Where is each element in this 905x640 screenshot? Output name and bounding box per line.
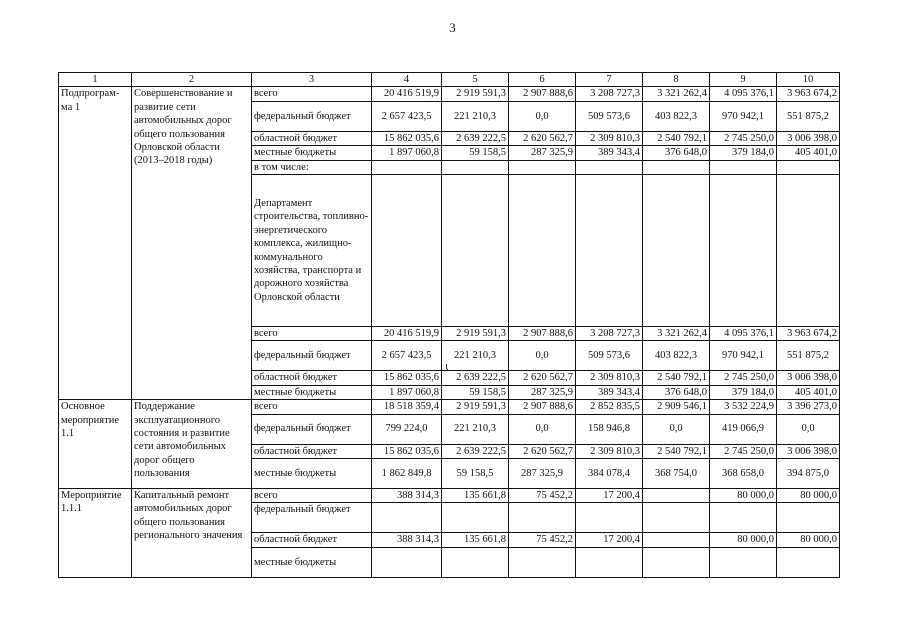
table-row <box>59 87 840 101</box>
value-cell: 3 006 398,0 <box>777 444 840 458</box>
program-title-cell: Капитальный ремонт автомобильных дорог общего пользования регионального значения <box>132 489 252 578</box>
value-cell <box>442 160 509 174</box>
value-cell: 3 006 398,0 <box>777 371 840 385</box>
value-cell <box>643 533 710 547</box>
value-cell <box>576 503 643 533</box>
funding-source-cell: областной бюджет <box>252 131 372 145</box>
value-cell: 3 321 262,4 <box>643 327 710 341</box>
header-cell: 5 <box>442 73 509 87</box>
value-cell: 75 452,2 <box>509 533 576 547</box>
value-cell: 80 000,0 <box>710 489 777 503</box>
value-cell <box>442 547 509 577</box>
value-cell: 0,0 <box>643 414 710 444</box>
value-cell: 15 862 035,6 <box>372 371 442 385</box>
value-cell: 389 343,4 <box>576 146 643 160</box>
funding-source-cell: в том числе: <box>252 160 372 174</box>
value-cell <box>710 175 777 327</box>
value-cell <box>509 160 576 174</box>
header-row <box>59 73 840 87</box>
value-cell: 158 946,8 <box>576 414 643 444</box>
value-cell: 389 343,4 <box>576 385 643 399</box>
value-cell: 2 309 810,3 <box>576 131 643 145</box>
value-cell: 1 862 849,8 <box>372 459 442 489</box>
value-cell: 2 620 562,7 <box>509 444 576 458</box>
header-cell: 3 <box>252 73 372 87</box>
value-cell: 2 309 810,3 <box>576 444 643 458</box>
funding-source-cell: местные бюджеты <box>252 385 372 399</box>
value-cell: 551 875,2 <box>777 341 840 371</box>
value-cell: 368 658,0 <box>710 459 777 489</box>
value-cell: 403 822,3 <box>643 101 710 131</box>
value-cell: 1 897 060,8 <box>372 385 442 399</box>
value-cell: 15 862 035,6 <box>372 131 442 145</box>
funding-source-cell: федеральный бюджет <box>252 503 372 533</box>
value-cell: 4 095 376,1 <box>710 87 777 101</box>
value-cell <box>777 160 840 174</box>
value-cell: 394 875,0 <box>777 459 840 489</box>
value-cell: 2 657 423,5 <box>372 341 442 371</box>
program-code-cell: Подпрограм-ма 1 <box>59 87 132 400</box>
value-cell: 0,0 <box>509 341 576 371</box>
value-cell: 1 897 060,8 <box>372 146 442 160</box>
funding-source-cell: областной бюджет <box>252 533 372 547</box>
program-title-cell: Совершенствование и развитие сети автомобильных дорог общего пользования Орловской области (2013–2018 годы) <box>132 87 252 400</box>
funding-source-cell: федеральный бюджет <box>252 341 372 371</box>
value-cell: 17 200,4 <box>576 489 643 503</box>
value-cell: 59 158,5 <box>442 459 509 489</box>
value-cell: 509 573,6 <box>576 341 643 371</box>
value-cell: 15 862 035,6 <box>372 444 442 458</box>
value-cell: 287 325,9 <box>509 459 576 489</box>
value-cell <box>372 175 442 327</box>
value-cell <box>643 547 710 577</box>
value-cell <box>442 503 509 533</box>
value-cell: 2 540 792,1 <box>643 444 710 458</box>
value-cell: 221 210,3 <box>442 414 509 444</box>
funding-source-cell: Департамент строительства, топливно-энергетического комплекса, жилищно-коммунального хозяйства, транспорта и дорожного хозяйства Орловской области <box>252 175 372 327</box>
value-cell <box>710 160 777 174</box>
value-cell: 20 416 519,9 <box>372 87 442 101</box>
value-cell: 59 158,5 <box>442 146 509 160</box>
value-cell: 3 963 674,2 <box>777 327 840 341</box>
header-cell: 2 <box>132 73 252 87</box>
value-cell: 2 540 792,1 <box>643 371 710 385</box>
value-cell: 287 325,9 <box>509 385 576 399</box>
funding-source-cell: всего <box>252 489 372 503</box>
value-cell <box>509 175 576 327</box>
value-cell: 80 000,0 <box>777 533 840 547</box>
program-title-cell: Поддержание эксплуатационного состояния и развитие сети автомобильных дорог общего пользования <box>132 400 252 489</box>
value-cell <box>576 547 643 577</box>
value-cell <box>643 503 710 533</box>
value-cell: 799 224,0 <box>372 414 442 444</box>
funding-source-cell: местные бюджеты <box>252 547 372 577</box>
value-cell: 3 321 262,4 <box>643 87 710 101</box>
value-cell: 3 532 224,9 <box>710 400 777 414</box>
header-cell: 7 <box>576 73 643 87</box>
funding-source-cell: областной бюджет <box>252 444 372 458</box>
program-code-cell: Мероприятие 1.1.1 <box>59 489 132 578</box>
value-cell <box>509 503 576 533</box>
value-cell: 80 000,0 <box>710 533 777 547</box>
funding-source-cell: федеральный бюджет <box>252 414 372 444</box>
funding-source-cell: федеральный бюджет <box>252 101 372 131</box>
funding-source-cell: всего <box>252 327 372 341</box>
value-cell: 75 452,2 <box>509 489 576 503</box>
funding-source-cell: областной бюджет <box>252 371 372 385</box>
header-cell: 1 <box>59 73 132 87</box>
header-cell: 8 <box>643 73 710 87</box>
value-cell: 2 620 562,7 <box>509 371 576 385</box>
value-cell: 2 620 562,7 <box>509 131 576 145</box>
value-cell: 2 745 250,0 <box>710 444 777 458</box>
value-cell: 2 919 591,3 <box>442 400 509 414</box>
value-cell <box>710 503 777 533</box>
value-cell: 3 396 273,0 <box>777 400 840 414</box>
value-cell <box>777 547 840 577</box>
table-row <box>59 400 840 414</box>
value-cell <box>777 175 840 327</box>
value-cell: 379 184,0 <box>710 146 777 160</box>
value-cell: 0,0 <box>777 414 840 444</box>
value-cell: 0,0 <box>509 414 576 444</box>
funding-source-cell: местные бюджеты <box>252 146 372 160</box>
value-cell: 384 078,4 <box>576 459 643 489</box>
value-cell: 20 416 519,9 <box>372 327 442 341</box>
value-cell: 2 745 250,0 <box>710 131 777 145</box>
program-code-cell: Основное мероприятие 1.1 <box>59 400 132 489</box>
value-cell: 3 963 674,2 <box>777 87 840 101</box>
value-cell: 135 661,8 <box>442 489 509 503</box>
value-cell <box>777 503 840 533</box>
value-cell: 17 200,4 <box>576 533 643 547</box>
value-cell: 135 661,8 <box>442 533 509 547</box>
value-cell: 2 907 888,6 <box>509 400 576 414</box>
value-cell: 405 401,0 <box>777 146 840 160</box>
value-cell: 287 325,9 <box>509 146 576 160</box>
value-cell: 221 210,3 <box>442 101 509 131</box>
value-cell: 368 754,0 <box>643 459 710 489</box>
value-cell: 405 401,0 <box>777 385 840 399</box>
value-cell: 3 208 727,3 <box>576 327 643 341</box>
value-cell <box>643 160 710 174</box>
value-cell: 3 006 398,0 <box>777 131 840 145</box>
value-cell: 2 919 591,3 <box>442 327 509 341</box>
value-cell: 376 648,0 <box>643 146 710 160</box>
value-cell: 376 648,0 <box>643 385 710 399</box>
value-cell <box>710 547 777 577</box>
value-cell: 59 158,5 <box>442 385 509 399</box>
value-cell: 2 639 222,5 <box>442 444 509 458</box>
value-cell <box>643 175 710 327</box>
value-cell: 2 919 591,3 <box>442 87 509 101</box>
value-cell <box>509 547 576 577</box>
header-cell: 10 <box>777 73 840 87</box>
pen-mark-icon <box>446 364 453 371</box>
funding-source-cell: всего <box>252 87 372 101</box>
funding-source-cell: местные бюджеты <box>252 459 372 489</box>
value-cell: 970 942,1 <box>710 101 777 131</box>
value-cell: 221 210,3 <box>442 341 509 371</box>
value-cell: 4 095 376,1 <box>710 327 777 341</box>
header-cell: 9 <box>710 73 777 87</box>
table-row <box>59 489 840 503</box>
value-cell: 2 639 222,5 <box>442 131 509 145</box>
value-cell: 80 000,0 <box>777 489 840 503</box>
value-cell: 2 907 888,6 <box>509 327 576 341</box>
value-cell: 388 314,3 <box>372 489 442 503</box>
budget-table <box>58 72 840 578</box>
value-cell: 551 875,2 <box>777 101 840 131</box>
value-cell <box>372 160 442 174</box>
value-cell: 379 184,0 <box>710 385 777 399</box>
value-cell: 403 822,3 <box>643 341 710 371</box>
value-cell: 2 309 810,3 <box>576 371 643 385</box>
value-cell: 2 745 250,0 <box>710 371 777 385</box>
value-cell: 2 540 792,1 <box>643 131 710 145</box>
value-cell <box>576 175 643 327</box>
value-cell <box>643 489 710 503</box>
page-number: 3 <box>449 20 456 35</box>
funding-source-cell: всего <box>252 400 372 414</box>
value-cell: 18 518 359,4 <box>372 400 442 414</box>
value-cell <box>442 175 509 327</box>
value-cell: 419 066,9 <box>710 414 777 444</box>
value-cell: 2 907 888,6 <box>509 87 576 101</box>
value-cell <box>372 503 442 533</box>
value-cell: 509 573,6 <box>576 101 643 131</box>
header-cell: 6 <box>509 73 576 87</box>
value-cell: 388 314,3 <box>372 533 442 547</box>
value-cell: 2 852 835,5 <box>576 400 643 414</box>
value-cell: 0,0 <box>509 101 576 131</box>
value-cell <box>576 160 643 174</box>
value-cell: 2 657 423,5 <box>372 101 442 131</box>
value-cell: 2 909 546,1 <box>643 400 710 414</box>
value-cell <box>372 547 442 577</box>
value-cell: 970 942,1 <box>710 341 777 371</box>
header-cell: 4 <box>372 73 442 87</box>
value-cell: 3 208 727,3 <box>576 87 643 101</box>
value-cell: 2 639 222,5 <box>442 371 509 385</box>
